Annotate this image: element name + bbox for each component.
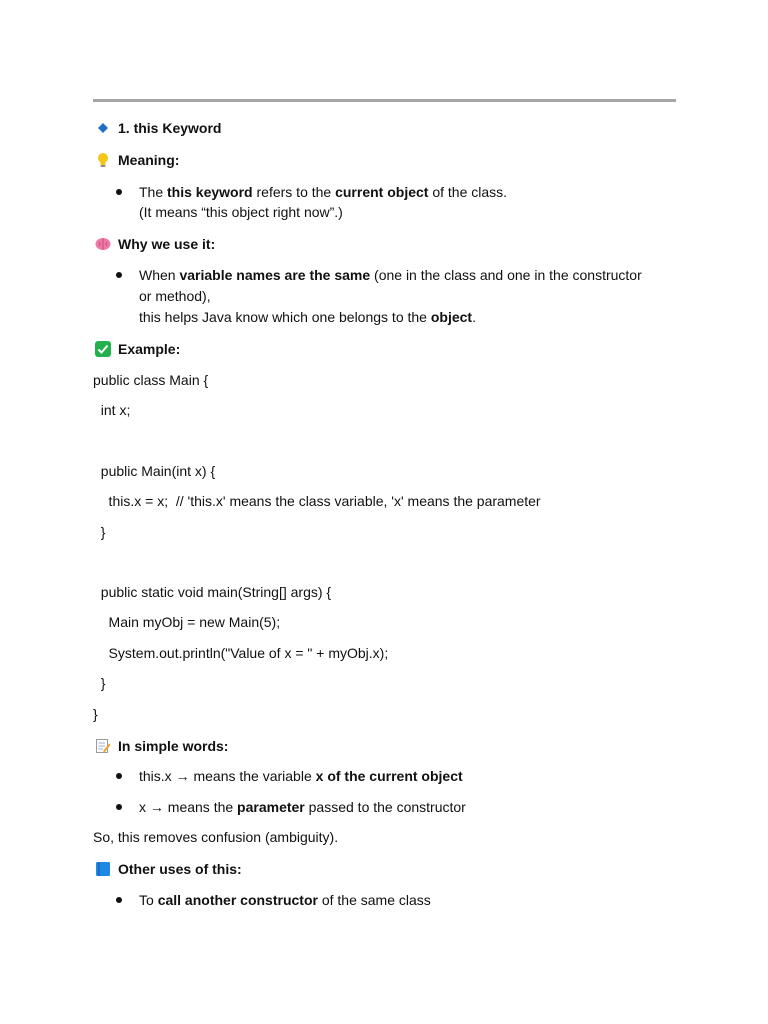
- diamond-icon: [95, 120, 111, 136]
- code-line: }: [93, 524, 106, 540]
- bullet: [116, 897, 122, 903]
- bullet: [116, 804, 122, 810]
- meaning-heading: [95, 150, 179, 170]
- code-line: public class Main {: [93, 372, 209, 388]
- brain-icon: [95, 236, 111, 252]
- simple-heading: [95, 736, 228, 756]
- other-heading-text: Other uses of this:: [118, 861, 242, 877]
- simple-bullet-1: this.x → means the variable x of the current object: [139, 768, 463, 784]
- meaning-line-1: The this keyword refers to the current object of the class.: [139, 184, 508, 200]
- memo-icon: [95, 738, 111, 754]
- section-title-text: 1. this Keyword: [118, 120, 222, 136]
- simple-bullet-2: x → means the parameter passed to the constructor: [139, 799, 466, 815]
- code-line: }: [93, 675, 106, 691]
- other-bullet-1: To call another constructor of the same class: [139, 892, 431, 908]
- simple-heading-text: In simple words:: [118, 738, 229, 754]
- code-line: public static void main(String[] args) {: [93, 584, 332, 600]
- lightbulb-icon: [95, 152, 111, 168]
- why-line-2: or method),: [139, 288, 211, 304]
- code-line: System.out.println("Value of x = " + myObj.x);: [93, 645, 389, 661]
- code-line: this.x = x; // 'this.x' means the class variable, 'x' means the parameter: [93, 493, 541, 509]
- book-icon: [95, 861, 111, 877]
- why-heading: [95, 234, 215, 254]
- bullet: [116, 189, 122, 195]
- meaning-line-2: (It means “this object right now”.): [139, 204, 343, 220]
- other-heading: [95, 859, 242, 879]
- code-line: }: [93, 706, 98, 722]
- bullet: [116, 773, 122, 779]
- why-heading-text: Why we use it:: [118, 236, 216, 252]
- simple-summary: So, this removes confusion (ambiguity).: [93, 829, 339, 845]
- code-line: Main myObj = new Main(5);: [93, 614, 281, 630]
- why-line-1: When variable names are the same (one in the class and one in the constructor: [139, 267, 642, 283]
- example-heading-text: Example:: [118, 341, 181, 357]
- why-line-3: this helps Java know which one belongs to the object.: [139, 309, 476, 325]
- bullet: [116, 272, 122, 278]
- top-divider: [93, 99, 676, 102]
- section-title: [95, 118, 221, 138]
- code-line: int x;: [93, 402, 131, 418]
- meaning-heading-text: Meaning:: [118, 152, 180, 168]
- checkmark-icon: [95, 341, 111, 357]
- code-line: public Main(int x) {: [93, 463, 216, 479]
- example-heading: [95, 339, 180, 359]
